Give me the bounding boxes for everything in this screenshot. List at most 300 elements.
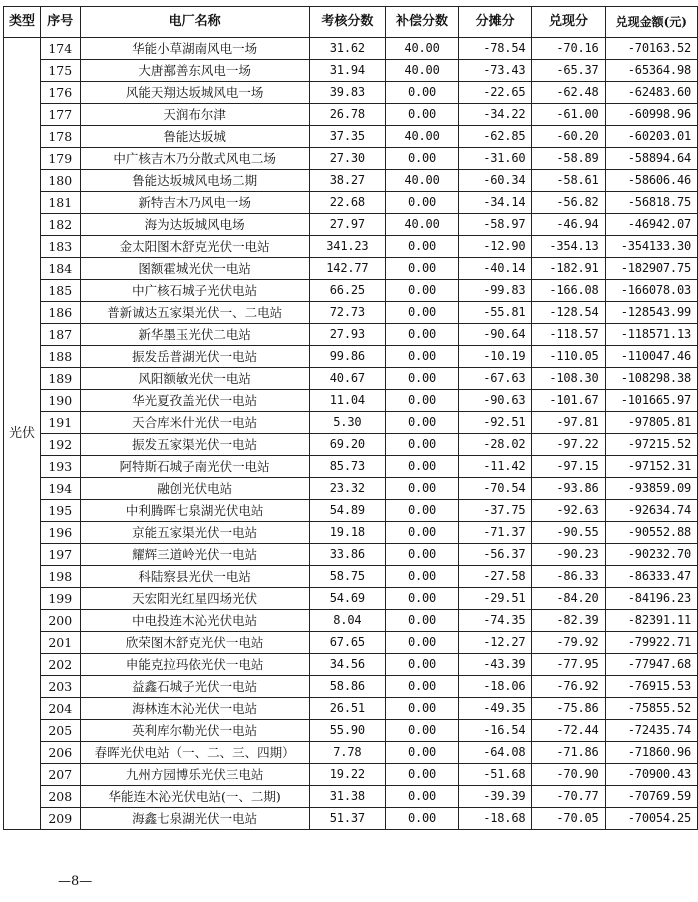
- cell-settlement-score: -97.15: [532, 456, 605, 478]
- cell-assessment-score: 54.69: [309, 588, 386, 610]
- cell-index: 200: [40, 610, 80, 632]
- cell-compensation-score: 0.00: [386, 522, 459, 544]
- cell-plant-name: 新华墨玉光伏二电站: [80, 324, 309, 346]
- cell-assessment-score: 69.20: [309, 434, 386, 456]
- cell-plant-name: 九州方园博乐光伏三电站: [80, 764, 309, 786]
- cell-settlement-score: -70.16: [532, 38, 605, 60]
- cell-compensation-score: 0.00: [386, 412, 459, 434]
- cell-plant-name: 天合库米什光伏一电站: [80, 412, 309, 434]
- cell-index: 180: [40, 170, 80, 192]
- table-row: [4, 38, 698, 60]
- cell-compensation-score: 0.00: [386, 82, 459, 104]
- cell-apportion-score: -12.90: [458, 236, 531, 258]
- cell-compensation-score: 0.00: [386, 434, 459, 456]
- cell-apportion-score: -34.22: [458, 104, 531, 126]
- cell-index: 189: [40, 368, 80, 390]
- cell-settlement-score: -97.22: [532, 434, 605, 456]
- cell-index: 207: [40, 764, 80, 786]
- cell-apportion-score: -74.35: [458, 610, 531, 632]
- cell-assessment-score: 19.18: [309, 522, 386, 544]
- cell-index: 188: [40, 346, 80, 368]
- cell-index: 181: [40, 192, 80, 214]
- cell-compensation-score: 0.00: [386, 236, 459, 258]
- table-row: [4, 786, 698, 808]
- table-row: [4, 324, 698, 346]
- cell-plant-name: 中电投连木沁光伏电站: [80, 610, 309, 632]
- cell-compensation-score: 0.00: [386, 566, 459, 588]
- cell-compensation-score: 0.00: [386, 544, 459, 566]
- cell-compensation-score: 40.00: [386, 214, 459, 236]
- cell-settlement-score: -62.48: [532, 82, 605, 104]
- cell-index: 196: [40, 522, 80, 544]
- cell-settlement-amount: -65364.98: [605, 60, 697, 82]
- cell-apportion-score: -90.63: [458, 390, 531, 412]
- cell-compensation-score: 0.00: [386, 764, 459, 786]
- cell-plant-name: 申能克拉玛依光伏一电站: [80, 654, 309, 676]
- cell-settlement-amount: -62483.60: [605, 82, 697, 104]
- cell-compensation-score: 40.00: [386, 60, 459, 82]
- table-row: [4, 676, 698, 698]
- table-row: [4, 390, 698, 412]
- cell-plant-name: 大唐鄯善东风电一场: [80, 60, 309, 82]
- table-row: [4, 456, 698, 478]
- table-row: [4, 236, 698, 258]
- cell-assessment-score: 31.94: [309, 60, 386, 82]
- cell-compensation-score: 0.00: [386, 742, 459, 764]
- cell-apportion-score: -60.34: [458, 170, 531, 192]
- cell-compensation-score: 0.00: [386, 720, 459, 742]
- table-row: [4, 214, 698, 236]
- cell-assessment-score: 19.22: [309, 764, 386, 786]
- cell-apportion-score: -73.43: [458, 60, 531, 82]
- cell-compensation-score: 0.00: [386, 324, 459, 346]
- cell-settlement-amount: -118571.13: [605, 324, 697, 346]
- cell-settlement-score: -70.77: [532, 786, 605, 808]
- cell-assessment-score: 38.27: [309, 170, 386, 192]
- cell-compensation-score: 0.00: [386, 654, 459, 676]
- cell-plant-name: 海鑫七泉湖光伏一电站: [80, 808, 309, 830]
- cell-index: 206: [40, 742, 80, 764]
- cell-index: 197: [40, 544, 80, 566]
- cell-apportion-score: -11.42: [458, 456, 531, 478]
- cell-compensation-score: 40.00: [386, 38, 459, 60]
- cell-index: 187: [40, 324, 80, 346]
- cell-apportion-score: -40.14: [458, 258, 531, 280]
- cell-settlement-amount: -70900.43: [605, 764, 697, 786]
- cell-compensation-score: 0.00: [386, 610, 459, 632]
- cell-plant-name: 新特吉木乃风电一场: [80, 192, 309, 214]
- cell-apportion-score: -58.97: [458, 214, 531, 236]
- cell-apportion-score: -39.39: [458, 786, 531, 808]
- cell-index: 193: [40, 456, 80, 478]
- cell-assessment-score: 55.90: [309, 720, 386, 742]
- cell-plant-name: 中广核石城子光伏电站: [80, 280, 309, 302]
- header-plant-name: 电厂名称: [80, 7, 309, 38]
- settlement-table: [3, 6, 698, 830]
- cell-settlement-amount: -128543.99: [605, 302, 697, 324]
- table-row: [4, 522, 698, 544]
- cell-assessment-score: 7.78: [309, 742, 386, 764]
- cell-settlement-score: -79.92: [532, 632, 605, 654]
- cell-plant-name: 欣荣图木舒克光伏一电站: [80, 632, 309, 654]
- cell-compensation-score: 0.00: [386, 390, 459, 412]
- table-row: [4, 500, 698, 522]
- page-number: —8—: [58, 874, 93, 889]
- cell-apportion-score: -90.64: [458, 324, 531, 346]
- cell-settlement-amount: -60998.96: [605, 104, 697, 126]
- cell-index: 174: [40, 38, 80, 60]
- table-row: [4, 742, 698, 764]
- cell-settlement-amount: -90552.88: [605, 522, 697, 544]
- cell-assessment-score: 27.93: [309, 324, 386, 346]
- cell-index: 198: [40, 566, 80, 588]
- cell-compensation-score: 0.00: [386, 368, 459, 390]
- cell-compensation-score: 0.00: [386, 632, 459, 654]
- cell-apportion-score: -71.37: [458, 522, 531, 544]
- table-row: [4, 764, 698, 786]
- cell-plant-name: 科陆察县光伏一电站: [80, 566, 309, 588]
- cell-compensation-score: 0.00: [386, 104, 459, 126]
- cell-assessment-score: 11.04: [309, 390, 386, 412]
- cell-assessment-score: 26.51: [309, 698, 386, 720]
- cell-settlement-amount: -97805.81: [605, 412, 697, 434]
- cell-settlement-score: -56.82: [532, 192, 605, 214]
- cell-apportion-score: -16.54: [458, 720, 531, 742]
- table-row: [4, 280, 698, 302]
- cell-settlement-score: -118.57: [532, 324, 605, 346]
- cell-plant-name: 华光夏孜盖光伏一电站: [80, 390, 309, 412]
- cell-settlement-amount: -166078.03: [605, 280, 697, 302]
- cell-apportion-score: -51.68: [458, 764, 531, 786]
- table-body: [4, 38, 698, 830]
- cell-apportion-score: -29.51: [458, 588, 531, 610]
- cell-settlement-score: -65.37: [532, 60, 605, 82]
- header-apportion-score: 分摊分: [458, 7, 531, 38]
- cell-plant-name: 振发岳普湖光伏一电站: [80, 346, 309, 368]
- cell-plant-name: 融创光伏电站: [80, 478, 309, 500]
- table-row: [4, 610, 698, 632]
- cell-settlement-score: -58.89: [532, 148, 605, 170]
- cell-plant-name: 鲁能达坂城: [80, 126, 309, 148]
- cell-assessment-score: 26.78: [309, 104, 386, 126]
- cell-index: 186: [40, 302, 80, 324]
- cell-assessment-score: 58.86: [309, 676, 386, 698]
- cell-index: 176: [40, 82, 80, 104]
- cell-apportion-score: -99.83: [458, 280, 531, 302]
- cell-apportion-score: -18.68: [458, 808, 531, 830]
- cell-assessment-score: 23.32: [309, 478, 386, 500]
- cell-apportion-score: -28.02: [458, 434, 531, 456]
- cell-index: 195: [40, 500, 80, 522]
- cell-plant-name: 金太阳图木舒克光伏一电站: [80, 236, 309, 258]
- cell-settlement-amount: -182907.75: [605, 258, 697, 280]
- cell-assessment-score: 341.23: [309, 236, 386, 258]
- cell-plant-name: 益鑫石城子光伏一电站: [80, 676, 309, 698]
- cell-apportion-score: -62.85: [458, 126, 531, 148]
- table-row: [4, 720, 698, 742]
- cell-compensation-score: 40.00: [386, 170, 459, 192]
- cell-settlement-amount: -71860.96: [605, 742, 697, 764]
- cell-settlement-score: -77.95: [532, 654, 605, 676]
- table-row: [4, 60, 698, 82]
- cell-settlement-score: -92.63: [532, 500, 605, 522]
- cell-apportion-score: -49.35: [458, 698, 531, 720]
- cell-plant-name: 天润布尔津: [80, 104, 309, 126]
- cell-plant-name: 华能小草湖南风电一场: [80, 38, 309, 60]
- cell-index: 183: [40, 236, 80, 258]
- cell-settlement-amount: -90232.70: [605, 544, 697, 566]
- cell-apportion-score: -10.19: [458, 346, 531, 368]
- cell-settlement-amount: -97152.31: [605, 456, 697, 478]
- table-row: [4, 302, 698, 324]
- header-settlement-score: 兑现分: [532, 7, 605, 38]
- cell-settlement-amount: -97215.52: [605, 434, 697, 456]
- cell-settlement-amount: -72435.74: [605, 720, 697, 742]
- table-row: [4, 588, 698, 610]
- cell-settlement-amount: -58894.64: [605, 148, 697, 170]
- cell-plant-name: 风能天翔达坂城风电一场: [80, 82, 309, 104]
- cell-settlement-score: -128.54: [532, 302, 605, 324]
- cell-plant-name: 华能连木沁光伏电站(一、二期): [80, 786, 309, 808]
- cell-plant-name: 鲁能达坂城风电场二期: [80, 170, 309, 192]
- cell-settlement-score: -46.94: [532, 214, 605, 236]
- cell-settlement-amount: -60203.01: [605, 126, 697, 148]
- cell-settlement-amount: -86333.47: [605, 566, 697, 588]
- cell-assessment-score: 85.73: [309, 456, 386, 478]
- cell-settlement-amount: -354133.30: [605, 236, 697, 258]
- cell-settlement-amount: -56818.75: [605, 192, 697, 214]
- table-row: [4, 82, 698, 104]
- cell-index: 205: [40, 720, 80, 742]
- cell-index: 178: [40, 126, 80, 148]
- cell-settlement-score: -108.30: [532, 368, 605, 390]
- cell-settlement-score: -354.13: [532, 236, 605, 258]
- cell-compensation-score: 0.00: [386, 786, 459, 808]
- cell-index: 209: [40, 808, 80, 830]
- cell-settlement-amount: -92634.74: [605, 500, 697, 522]
- table-row: [4, 126, 698, 148]
- cell-settlement-score: -58.61: [532, 170, 605, 192]
- cell-apportion-score: -92.51: [458, 412, 531, 434]
- table-row: [4, 368, 698, 390]
- cell-settlement-amount: -93859.09: [605, 478, 697, 500]
- cell-assessment-score: 142.77: [309, 258, 386, 280]
- cell-assessment-score: 8.04: [309, 610, 386, 632]
- cell-assessment-score: 31.62: [309, 38, 386, 60]
- cell-apportion-score: -12.27: [458, 632, 531, 654]
- cell-compensation-score: 0.00: [386, 346, 459, 368]
- cell-index: 182: [40, 214, 80, 236]
- cell-index: 179: [40, 148, 80, 170]
- table-row: [4, 478, 698, 500]
- cell-plant-name: 耀辉三道岭光伏一电站: [80, 544, 309, 566]
- cell-settlement-score: -97.81: [532, 412, 605, 434]
- cell-plant-name: 海林连木沁光伏一电站: [80, 698, 309, 720]
- cell-plant-name: 图额霍城光伏一电站: [80, 258, 309, 280]
- cell-apportion-score: -37.75: [458, 500, 531, 522]
- cell-compensation-score: 0.00: [386, 808, 459, 830]
- header-assessment-score: 考核分数: [309, 7, 386, 38]
- cell-settlement-score: -60.20: [532, 126, 605, 148]
- cell-settlement-score: -182.91: [532, 258, 605, 280]
- cell-index: 208: [40, 786, 80, 808]
- cell-settlement-score: -90.55: [532, 522, 605, 544]
- cell-compensation-score: 0.00: [386, 148, 459, 170]
- table-row: [4, 566, 698, 588]
- table-row: [4, 632, 698, 654]
- cell-settlement-score: -61.00: [532, 104, 605, 126]
- cell-plant-name: 天宏阳光红星四场光伏: [80, 588, 309, 610]
- cell-settlement-score: -82.39: [532, 610, 605, 632]
- cell-index: 192: [40, 434, 80, 456]
- table-row: [4, 258, 698, 280]
- cell-assessment-score: 33.86: [309, 544, 386, 566]
- cell-index: 177: [40, 104, 80, 126]
- cell-assessment-score: 39.83: [309, 82, 386, 104]
- cell-apportion-score: -55.81: [458, 302, 531, 324]
- cell-compensation-score: 0.00: [386, 588, 459, 610]
- cell-apportion-score: -34.14: [458, 192, 531, 214]
- cell-index: 201: [40, 632, 80, 654]
- cell-assessment-score: 67.65: [309, 632, 386, 654]
- cell-settlement-score: -72.44: [532, 720, 605, 742]
- cell-index: 203: [40, 676, 80, 698]
- cell-apportion-score: -31.60: [458, 148, 531, 170]
- table-row: [4, 654, 698, 676]
- cell-index: 204: [40, 698, 80, 720]
- category-cell: 光伏: [4, 38, 41, 830]
- cell-index: 175: [40, 60, 80, 82]
- cell-plant-name: 中利腾晖七泉湖光伏电站: [80, 500, 309, 522]
- cell-plant-name: 春晖光伏电站（一、二、三、四期）: [80, 742, 309, 764]
- cell-settlement-amount: -110047.46: [605, 346, 697, 368]
- cell-assessment-score: 31.38: [309, 786, 386, 808]
- cell-plant-name: 中广核吉木乃分散式风电二场: [80, 148, 309, 170]
- cell-settlement-score: -90.23: [532, 544, 605, 566]
- cell-compensation-score: 0.00: [386, 302, 459, 324]
- cell-settlement-score: -71.86: [532, 742, 605, 764]
- cell-apportion-score: -18.06: [458, 676, 531, 698]
- cell-compensation-score: 0.00: [386, 280, 459, 302]
- cell-assessment-score: 27.97: [309, 214, 386, 236]
- cell-plant-name: 京能五家渠光伏一电站: [80, 522, 309, 544]
- cell-settlement-score: -76.92: [532, 676, 605, 698]
- cell-settlement-amount: -70054.25: [605, 808, 697, 830]
- table-row: [4, 192, 698, 214]
- cell-settlement-amount: -79922.71: [605, 632, 697, 654]
- cell-assessment-score: 34.56: [309, 654, 386, 676]
- cell-compensation-score: 0.00: [386, 258, 459, 280]
- cell-plant-name: 振发五家渠光伏一电站: [80, 434, 309, 456]
- table-row: [4, 698, 698, 720]
- cell-settlement-amount: -46942.07: [605, 214, 697, 236]
- table-row: [4, 544, 698, 566]
- cell-index: 191: [40, 412, 80, 434]
- table-row: [4, 170, 698, 192]
- cell-assessment-score: 27.30: [309, 148, 386, 170]
- cell-compensation-score: 0.00: [386, 478, 459, 500]
- cell-assessment-score: 54.89: [309, 500, 386, 522]
- header-type: 类型: [4, 7, 41, 38]
- cell-plant-name: 普新诚达五家渠光伏一、二电站: [80, 302, 309, 324]
- cell-compensation-score: 0.00: [386, 500, 459, 522]
- table-row: [4, 808, 698, 830]
- cell-compensation-score: 0.00: [386, 676, 459, 698]
- cell-compensation-score: 0.00: [386, 192, 459, 214]
- cell-apportion-score: -67.63: [458, 368, 531, 390]
- cell-settlement-amount: -70163.52: [605, 38, 697, 60]
- cell-assessment-score: 72.73: [309, 302, 386, 324]
- cell-plant-name: 英利库尔勒光伏一电站: [80, 720, 309, 742]
- cell-compensation-score: 40.00: [386, 126, 459, 148]
- cell-settlement-score: -166.08: [532, 280, 605, 302]
- cell-apportion-score: -22.65: [458, 82, 531, 104]
- cell-plant-name: 风阳额敏光伏一电站: [80, 368, 309, 390]
- cell-apportion-score: -56.37: [458, 544, 531, 566]
- cell-settlement-score: -93.86: [532, 478, 605, 500]
- table-row: [4, 148, 698, 170]
- cell-index: 185: [40, 280, 80, 302]
- cell-assessment-score: 66.25: [309, 280, 386, 302]
- cell-settlement-score: -75.86: [532, 698, 605, 720]
- cell-settlement-score: -86.33: [532, 566, 605, 588]
- cell-index: 184: [40, 258, 80, 280]
- cell-settlement-amount: -101665.97: [605, 390, 697, 412]
- cell-settlement-score: -70.05: [532, 808, 605, 830]
- table-row: [4, 412, 698, 434]
- table-row: [4, 346, 698, 368]
- cell-index: 199: [40, 588, 80, 610]
- cell-settlement-score: -84.20: [532, 588, 605, 610]
- cell-settlement-amount: -84196.23: [605, 588, 697, 610]
- cell-assessment-score: 58.75: [309, 566, 386, 588]
- header-index: 序号: [40, 7, 80, 38]
- cell-settlement-amount: -58606.46: [605, 170, 697, 192]
- header-compensation-score: 补偿分数: [386, 7, 459, 38]
- table-row: [4, 104, 698, 126]
- cell-settlement-amount: -77947.68: [605, 654, 697, 676]
- cell-apportion-score: -43.39: [458, 654, 531, 676]
- cell-index: 194: [40, 478, 80, 500]
- cell-assessment-score: 22.68: [309, 192, 386, 214]
- cell-apportion-score: -64.08: [458, 742, 531, 764]
- cell-compensation-score: 0.00: [386, 456, 459, 478]
- cell-settlement-amount: -70769.59: [605, 786, 697, 808]
- cell-settlement-score: -110.05: [532, 346, 605, 368]
- table-row: [4, 434, 698, 456]
- cell-settlement-amount: -76915.53: [605, 676, 697, 698]
- cell-index: 190: [40, 390, 80, 412]
- header-settlement-amount: 兑现金额(元): [605, 7, 697, 38]
- header-row: [4, 7, 698, 38]
- cell-assessment-score: 99.86: [309, 346, 386, 368]
- cell-assessment-score: 37.35: [309, 126, 386, 148]
- cell-settlement-score: -101.67: [532, 390, 605, 412]
- cell-settlement-amount: -82391.11: [605, 610, 697, 632]
- cell-settlement-score: -70.90: [532, 764, 605, 786]
- cell-apportion-score: -70.54: [458, 478, 531, 500]
- cell-index: 202: [40, 654, 80, 676]
- cell-plant-name: 阿特斯石城子南光伏一电站: [80, 456, 309, 478]
- cell-settlement-amount: -75855.52: [605, 698, 697, 720]
- cell-apportion-score: -27.58: [458, 566, 531, 588]
- cell-plant-name: 海为达坂城风电场: [80, 214, 309, 236]
- cell-assessment-score: 40.67: [309, 368, 386, 390]
- cell-assessment-score: 51.37: [309, 808, 386, 830]
- cell-assessment-score: 5.30: [309, 412, 386, 434]
- cell-compensation-score: 0.00: [386, 698, 459, 720]
- cell-apportion-score: -78.54: [458, 38, 531, 60]
